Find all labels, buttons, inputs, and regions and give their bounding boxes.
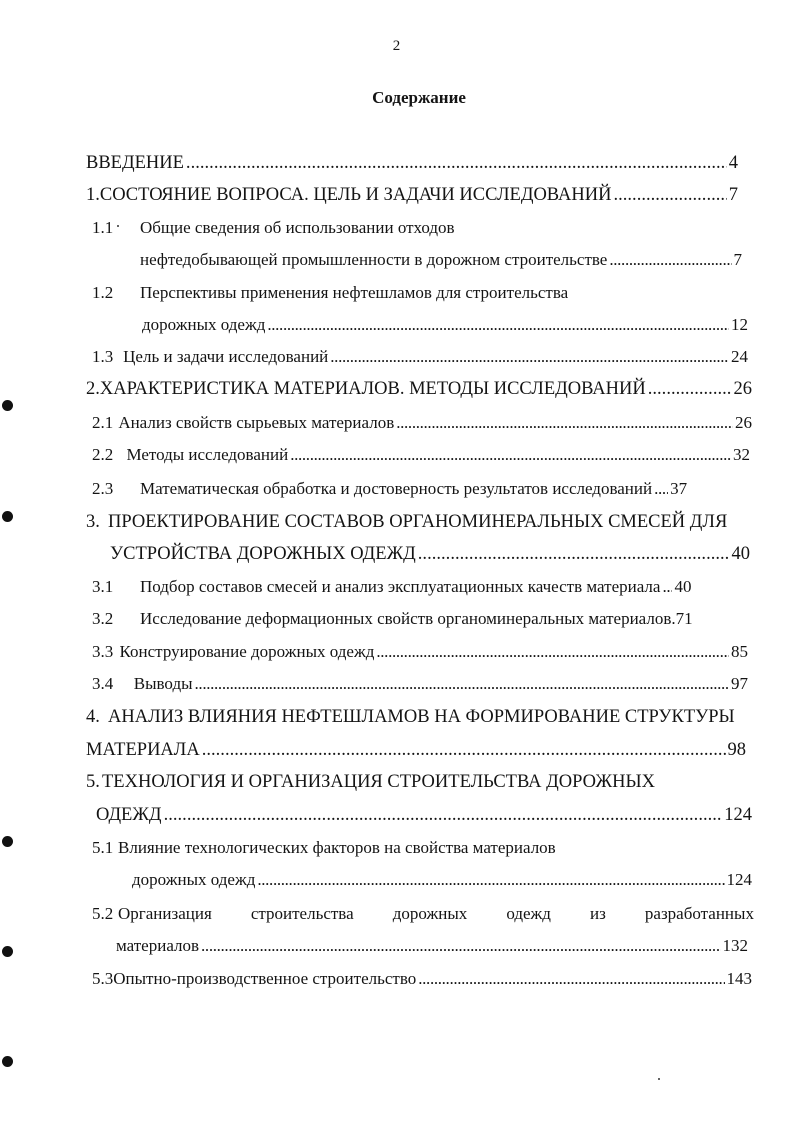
toc-entry-chapter-5-line1[interactable] — [86, 771, 706, 793]
toc-entry-text: дорожных одежд — [132, 870, 256, 889]
dot-leader — [418, 968, 724, 990]
toc-entry-number: 5.2 — [92, 904, 114, 923]
dot-leader — [267, 314, 729, 336]
dot-leader — [418, 543, 730, 565]
word: разработанных — [644, 904, 754, 923]
toc-entry-5-1-line2[interactable] — [132, 869, 752, 891]
toc-entry-number: 2.1 — [92, 413, 114, 432]
toc-entry-text: Перспективы применения нефтешламов для строительства — [140, 283, 569, 302]
dot-leader — [330, 346, 729, 368]
toc-entry-5-3[interactable] — [92, 968, 752, 990]
binder-hole-icon — [2, 511, 13, 522]
toc-page-number: 40 — [731, 544, 750, 564]
toc-page-number: 26 — [733, 379, 752, 399]
toc-page-number: 37 — [670, 479, 688, 498]
binder-hole-icon — [2, 1056, 13, 1067]
word: строительства — [250, 904, 354, 923]
toc-entry-chapter-1[interactable] — [86, 184, 738, 206]
toc-page-number: 98 — [727, 740, 746, 760]
toc-entry-1-1-line1[interactable] — [92, 217, 742, 239]
toc-entry-text: АНАЛИЗ ВЛИЯНИЯ НЕФТЕШЛАМОВ НА ФОРМИРОВАНИЕ СТРУКТУРЫ — [108, 707, 735, 727]
dot-leader — [396, 412, 733, 434]
toc-entry-text: Подбор составов смесей и анализ эксплуатационных качеств материала — [140, 577, 661, 596]
toc-page-number: 97 — [731, 674, 748, 693]
toc-entry-chapter-3-line1[interactable] — [86, 511, 754, 533]
dot-leader — [290, 444, 731, 466]
toc-entry-number: 1.3 — [92, 347, 114, 366]
word: из — [590, 904, 606, 923]
toc-entry-number: 4. — [86, 707, 100, 727]
toc-entry-1-2-line2[interactable] — [142, 314, 748, 336]
dot-leader — [613, 184, 726, 206]
toc-entry-number: 1.1 — [92, 218, 114, 237]
toc-page-number: 26 — [735, 413, 752, 432]
toc-entry-number: 5.1 — [92, 838, 114, 857]
toc-entry-chapter-5-line2[interactable] — [96, 804, 752, 826]
dot-leader — [648, 378, 732, 400]
word: дорожных — [392, 904, 468, 923]
toc-page-number: 7 — [728, 185, 738, 205]
binder-hole-icon — [2, 946, 13, 957]
toc-page-number: 71 — [675, 609, 693, 628]
toc-page-number: 4 — [728, 153, 738, 173]
toc-entry-text: Опытно-производственное строительство — [113, 969, 417, 988]
toc-entry-text: Конструирование дорожных одежд — [119, 642, 375, 661]
scan-speck — [117, 225, 119, 227]
toc-page-number: 124 — [726, 870, 752, 889]
toc-entry-number: 2.2 — [92, 445, 114, 464]
toc-entry-chapter-4-line1[interactable] — [86, 706, 754, 728]
toc-entry-1-1-line2[interactable] — [140, 249, 742, 271]
toc-page-number: 24 — [731, 347, 748, 366]
toc-entry-text: Выводы — [133, 674, 193, 693]
toc-entry-text: МАТЕРИАЛА — [86, 740, 200, 760]
toc-entry-1-3[interactable] — [92, 346, 748, 368]
toc-entry-1-2-line1[interactable] — [92, 282, 742, 304]
toc-entry-2-2[interactable] — [92, 444, 750, 466]
toc-entry-number: 5.3 — [92, 969, 114, 988]
toc-entry-text: ТЕХНОЛОГИЯ И ОРГАНИЗАЦИЯ СТРОИТЕЛЬСТВА ДОРОЖНЫХ — [102, 772, 655, 792]
toc-entry-number: 5. — [86, 772, 100, 792]
toc-entry-number: 3.3 — [92, 642, 114, 661]
toc-entry-5-2-line2[interactable] — [116, 935, 748, 957]
page-number: 2 — [392, 38, 401, 54]
toc-entry-introduction[interactable] — [86, 152, 738, 174]
toc-entry-number: 2.3 — [92, 479, 114, 498]
toc-page-number: 32 — [733, 445, 750, 464]
toc-entry-number: 3.4 — [92, 674, 114, 693]
toc-entry-text: Математическая обработка и достоверность результатов исследований — [140, 479, 653, 498]
toc-page-number: 132 — [722, 936, 748, 955]
toc-entry-text: Цель и задачи исследований — [123, 347, 329, 366]
toc-entry-number: 2. — [86, 379, 100, 399]
toc-entry-2-1[interactable] — [92, 412, 752, 434]
toc-entry-chapter-2[interactable] — [86, 378, 752, 400]
dot-leader — [201, 935, 720, 957]
toc-entry-text — [118, 903, 754, 925]
dot-leader — [376, 641, 729, 663]
toc-entry-3-1[interactable] — [92, 576, 752, 598]
toc-page-number: 124 — [724, 805, 752, 825]
toc-entry-number: 1. — [86, 185, 100, 205]
toc-entry-text: ОДЕЖД — [96, 805, 162, 825]
word: одежд — [506, 904, 551, 923]
toc-entry-text: Исследование деформационных свойств органоминеральных материалов. — [140, 609, 676, 628]
toc-entry-chapter-4-line2[interactable] — [86, 739, 746, 761]
toc-page-number: 12 — [731, 315, 748, 334]
toc-entry-5-1-line1[interactable] — [92, 837, 692, 859]
toc-entry-2-3[interactable] — [92, 478, 752, 500]
toc-entry-text: дорожных одежд — [142, 315, 266, 334]
toc-entry-3-2[interactable] — [92, 608, 754, 630]
toc-entry-3-3[interactable] — [92, 641, 748, 663]
toc-entry-text: УСТРОЙСТВА ДОРОЖНЫХ ОДЕЖД — [110, 544, 416, 564]
toc-entry-number: 3.2 — [92, 609, 114, 628]
toc-entry-text: Методы исследований — [126, 445, 289, 464]
toc-entry-number: 3.1 — [92, 577, 114, 596]
toc-entry-text: ВВЕДЕНИЕ — [86, 153, 184, 173]
toc-entry-chapter-3-line2[interactable] — [110, 543, 750, 565]
toc-page-number: 40 — [674, 577, 692, 596]
dot-leader — [654, 478, 668, 500]
dot-leader — [257, 869, 724, 891]
toc-page-number: 85 — [731, 642, 748, 661]
dot-leader — [609, 249, 731, 271]
toc-entry-text: СОСТОЯНИЕ ВОПРОСА. ЦЕЛЬ И ЗАДАЧИ ИССЛЕДОВАНИЙ — [99, 185, 612, 205]
dot-leader — [662, 576, 672, 598]
dot-leader — [186, 152, 727, 174]
toc-entry-text: Общие сведения об использовании отходов — [140, 218, 455, 237]
toc-entry-text: Анализ свойств сырьевых материалов — [118, 413, 395, 432]
binder-hole-icon — [2, 836, 13, 847]
toc-page-number: 143 — [726, 969, 752, 988]
toc-entry-text: нефтедобывающей промышленности в дорожном строительстве — [140, 250, 608, 269]
toc-entry-text: материалов — [116, 936, 200, 955]
dot-leader — [164, 804, 723, 826]
toc-entry-5-2-line1[interactable] — [92, 903, 754, 925]
toc-page-number: 7 — [733, 250, 742, 269]
binder-hole-icon — [2, 400, 13, 411]
toc-entry-text: ПРОЕКТИРОВАНИЕ СОСТАВОВ ОРГАНОМИНЕРАЛЬНЫХ СМЕСЕЙ ДЛЯ — [108, 512, 728, 532]
toc-entry-text: ХАРАКТЕРИСТИКА МАТЕРИАЛОВ. МЕТОДЫ ИССЛЕДОВАНИЙ — [99, 379, 646, 399]
toc-entry-3-4[interactable] — [92, 673, 748, 695]
dot-leader — [202, 739, 726, 761]
toc-entry-number: 3. — [86, 512, 100, 532]
toc-entry-number: 1.2 — [92, 283, 114, 302]
scan-speck — [658, 1078, 660, 1080]
word: Организация — [118, 904, 212, 923]
dot-leader — [195, 673, 729, 695]
toc-title: Содержание — [372, 88, 466, 107]
toc-entry-text: Влияние технологических факторов на свойства материалов — [118, 838, 556, 857]
